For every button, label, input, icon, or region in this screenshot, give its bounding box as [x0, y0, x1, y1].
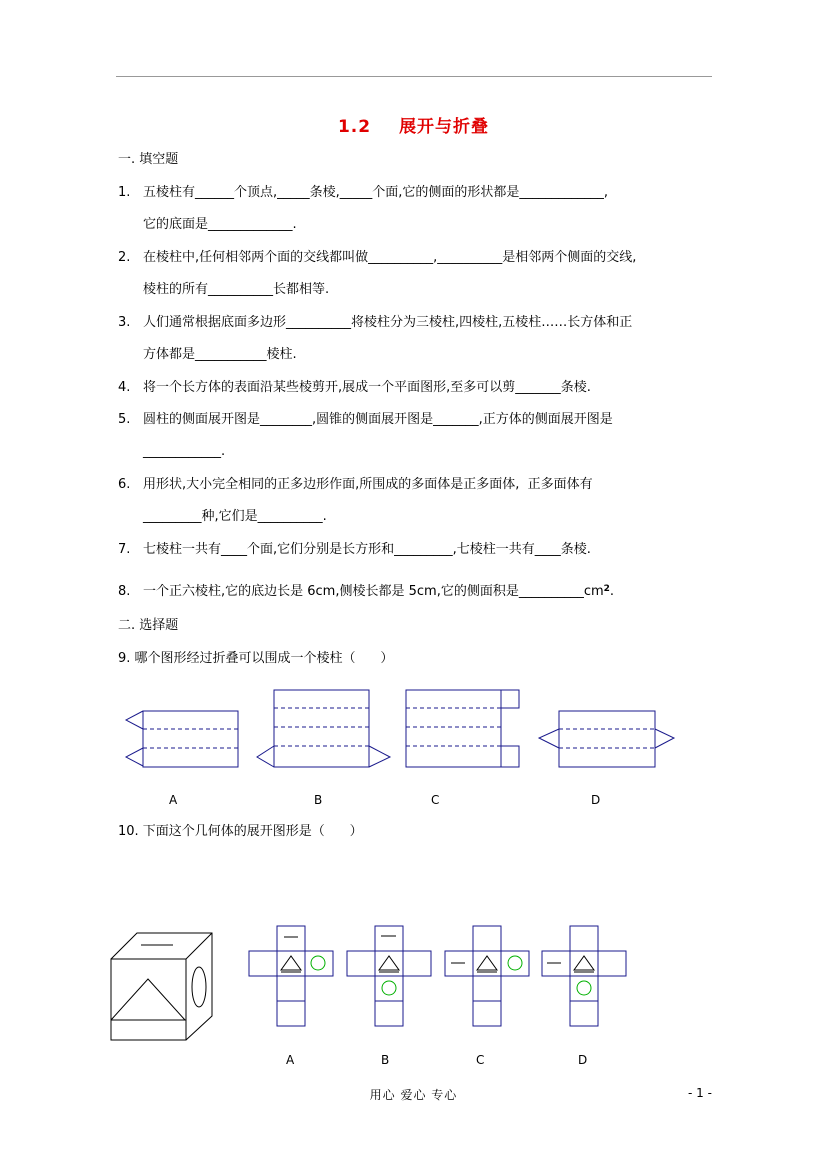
q9-net-c	[406, 690, 519, 767]
q10-cube	[111, 933, 212, 1040]
question-6-cont: _________种,它们是__________.	[143, 509, 327, 524]
q10-label-c: C	[476, 1053, 485, 1067]
question-2-cont: 棱柱的所有__________长都相等.	[143, 282, 330, 297]
question-text: 用形状,大小完全相同的正多边形作面,所围成的多面体是正多面体, 正多面体有	[143, 477, 593, 492]
q9-label-c: C	[431, 793, 440, 807]
question-number: 5.	[118, 412, 131, 427]
q10-net-c	[445, 926, 529, 1026]
q10-net-a	[249, 926, 333, 1026]
question-number: 6.	[118, 477, 131, 492]
question-text: 圆柱的侧面展开图是________,圆锥的侧面展开图是_______,正方体的侧面展开图是	[143, 412, 613, 427]
q10-label-a: A	[286, 1053, 295, 1067]
superscript: 2	[603, 584, 610, 594]
question-1-cont: 它的底面是_____________.	[143, 217, 297, 232]
question-number: 4.	[118, 380, 131, 395]
section-fill-blank: 一. 填空题	[118, 152, 179, 167]
question-3-cont: 方体都是___________棱柱.	[143, 347, 297, 362]
question-5-cont: ____________.	[143, 444, 226, 459]
question-text: 人们通常根据底面多边形__________将棱柱分为三棱柱,四棱柱,五棱柱……长方体和正	[143, 315, 633, 330]
question-end: .	[609, 584, 615, 599]
q10-net-d	[542, 926, 626, 1026]
question-text: 一个正六棱柱,它的底边长是 6cm,侧棱长都是 5cm,它的侧面积是__________cm	[143, 584, 604, 599]
question-9: 9. 哪个图形经过折叠可以围成一个棱柱（ ）	[118, 651, 394, 666]
q9-net-a	[126, 711, 238, 767]
q9-label-b: B	[314, 793, 323, 807]
question-number: 3.	[118, 315, 131, 330]
q9-net-d	[539, 711, 674, 767]
question-number: 7.	[118, 542, 131, 557]
q9-label-d: D	[591, 793, 601, 807]
question-number: 2.	[118, 250, 131, 265]
question-text: 将一个长方体的表面沿某些棱剪开,展成一个平面图形,至多可以剪_______条棱.	[143, 380, 591, 395]
question-text: 五棱柱有______个顶点,_____条棱,_____个面,它的侧面的形状都是_____________,	[143, 185, 609, 200]
question-10: 10. 下面这个几何体的展开图形是（ ）	[118, 824, 363, 839]
title-text: 展开与折叠	[399, 117, 490, 137]
q9-net-b	[257, 690, 390, 767]
q10-label-d: D	[578, 1053, 588, 1067]
q10-label-b: B	[381, 1053, 390, 1067]
page-number: - 1 -	[688, 1086, 712, 1100]
section-multiple-choice: 二. 选择题	[118, 618, 179, 633]
q9-label-a: A	[169, 793, 178, 807]
question-text: 七棱柱一共有____个面,它们分别是长方形和_________,七棱柱一共有____条棱.	[143, 542, 591, 557]
question-text: 在棱柱中,任何相邻两个面的交线都叫做__________,__________是相邻两个侧面的交线,	[143, 250, 637, 265]
q10-net-b	[347, 926, 431, 1026]
title-number: 1.2	[337, 117, 372, 137]
question-number: 1.	[118, 185, 131, 200]
page-footer: 用心 爱心 专心	[369, 1088, 458, 1102]
question-number: 8.	[118, 584, 131, 599]
